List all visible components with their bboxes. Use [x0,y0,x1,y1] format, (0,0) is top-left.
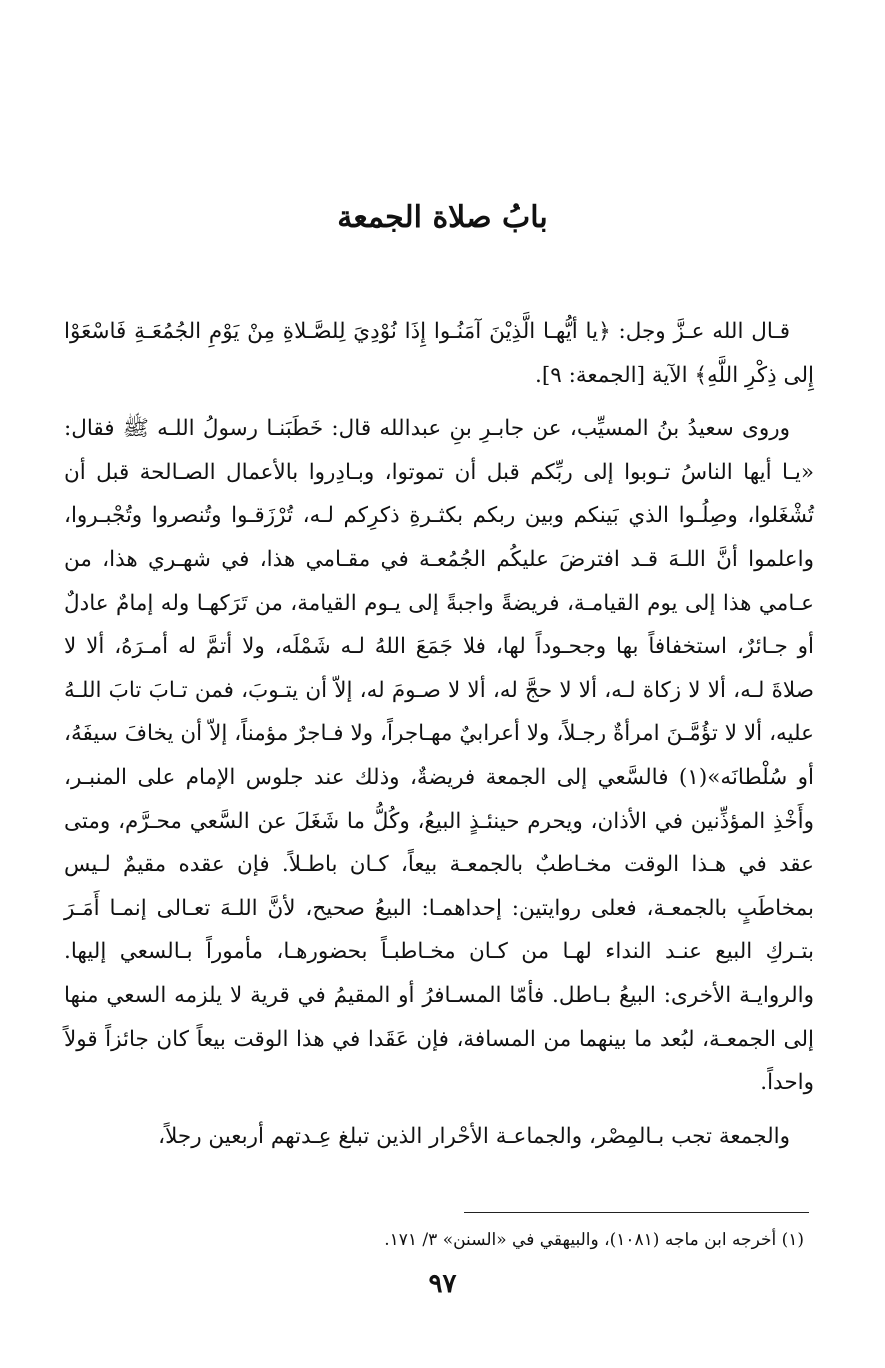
footnote-divider [464,1212,809,1213]
chapter-title: بابُ صلاة الجمعة [337,200,548,235]
footnote: (١) أخرجه ابن ماجه (١٠٨١)، والبيهقي في «السنن» ٣/ ١٧١. [384,1230,804,1250]
verse-intro: قـال الله عـزَّ وجل: [610,319,790,344]
paragraph-verse [64,310,814,397]
paragraph-conditions: والجمعة تجب بـالمِصْر، والجماعـة الأحْرار الذين تبلغ عِـدتهم أربعين رجلاً، [158,1123,790,1149]
body-text [64,310,814,1168]
page-number: ٩٧ [428,1269,457,1299]
paragraph-hadith: وروى سعيدُ بنُ المسيِّب، عن جابـرِ بنِ عبدالله قال: خَطَبَنـا رسولُ اللـه ﷺ فقال: «يـا أيها الناسُ تـوبوا إلى ربِّكم قبل أن تموتوا، وبـادِروا بالأعمال الصـالحة قبل أن تُشْغَلوا، وصِلُـوا الذي بَينكم وبين ربكم بكثـرةِ ذكرِكم لـه، تُرْزَقـوا وتُنصروا وتُجْبـروا، واعلموا أنَّ اللـهَ قـد افترضَ عليكُم الجُمُعـة في مقـامي هذا، في شهـري هذا، من عـامي هذا إلى يوم القيامـة، فريضةً واجبةً إلى يـوم القيامة، من تَرَكهـا وله إمامٌ عادلٌ أو جـائرٌ، استخفافاً بها وجحـوداً لها، فلا جَمَعَ اللهُ لـه شَمْلَه، ولا أتمَّ له أمـرَهُ، ألا لا صلاةَ لـه، ألا لا زكاة لـه، ألا لا حجَّ له، ألا لا صـومَ له، إلاّ أن يتـوبَ، فمن تـابَ تابَ اللـهُ عليه، ألا لا تؤُمَّـنَ امرأةٌ رجـلاً، ولا أعرابيٌ مهـاجراً، ولا فـاجرٌ مؤمناً، إلاّ أن يخافَ سيفَهُ، أو سُلْطانَه»(١) فالسَّعي إلى الجمعة فريضةٌ، وذلك عند جلوس الإمام على المنبـر، وأَخْذِ المؤذِّنين في الأذان، ويحرم حينئـذٍ البيعُ، وكُلُّ ما شَغَلَ عن السَّعي محـرَّم، ومتى عقد في هـذا الوقت مخـاطبٌ بالجمعـة بيعاً، كـان باطـلاً. فإن عقده مقيمٌ لـيس بمخاطَبٍ بالجمعـة، فعلى روايتين: إحداهمـا: البيعُ صحيح، لأنَّ اللـهَ تعـالى إنمـا أَمَـرَ بتـركِ البيع عنـد النداء لهـا من كـان مخـاطبـاً بحضورهـا، مأموراً بـالسعي إليها. والروايـة الأخرى: البيعُ بـاطل. فأمّا المسـافرُ أو المقيمُ في قرية لا يلزمه السعي منها إلى الجمعـة، لبُعد ما بينهما من المسافة، فإن عَقَدا في هذا الوقت بيعاً كان جائزاً قولاً واحداً. [64,416,814,1096]
verse-reference: الآية [الجمعة: ٩]. [535,362,695,388]
quran-verse: ﴿يا أيُّهـا الَّذِيْنَ آمَنُـوا إِذَا نُوْدِيَ لِلصَّـلاةِ مِنْ يَوْمِ الجُمُعَـةِ فَاسْعَوْا إِلى ذِكْرِ اللَّهِ﴾ [64,319,814,388]
